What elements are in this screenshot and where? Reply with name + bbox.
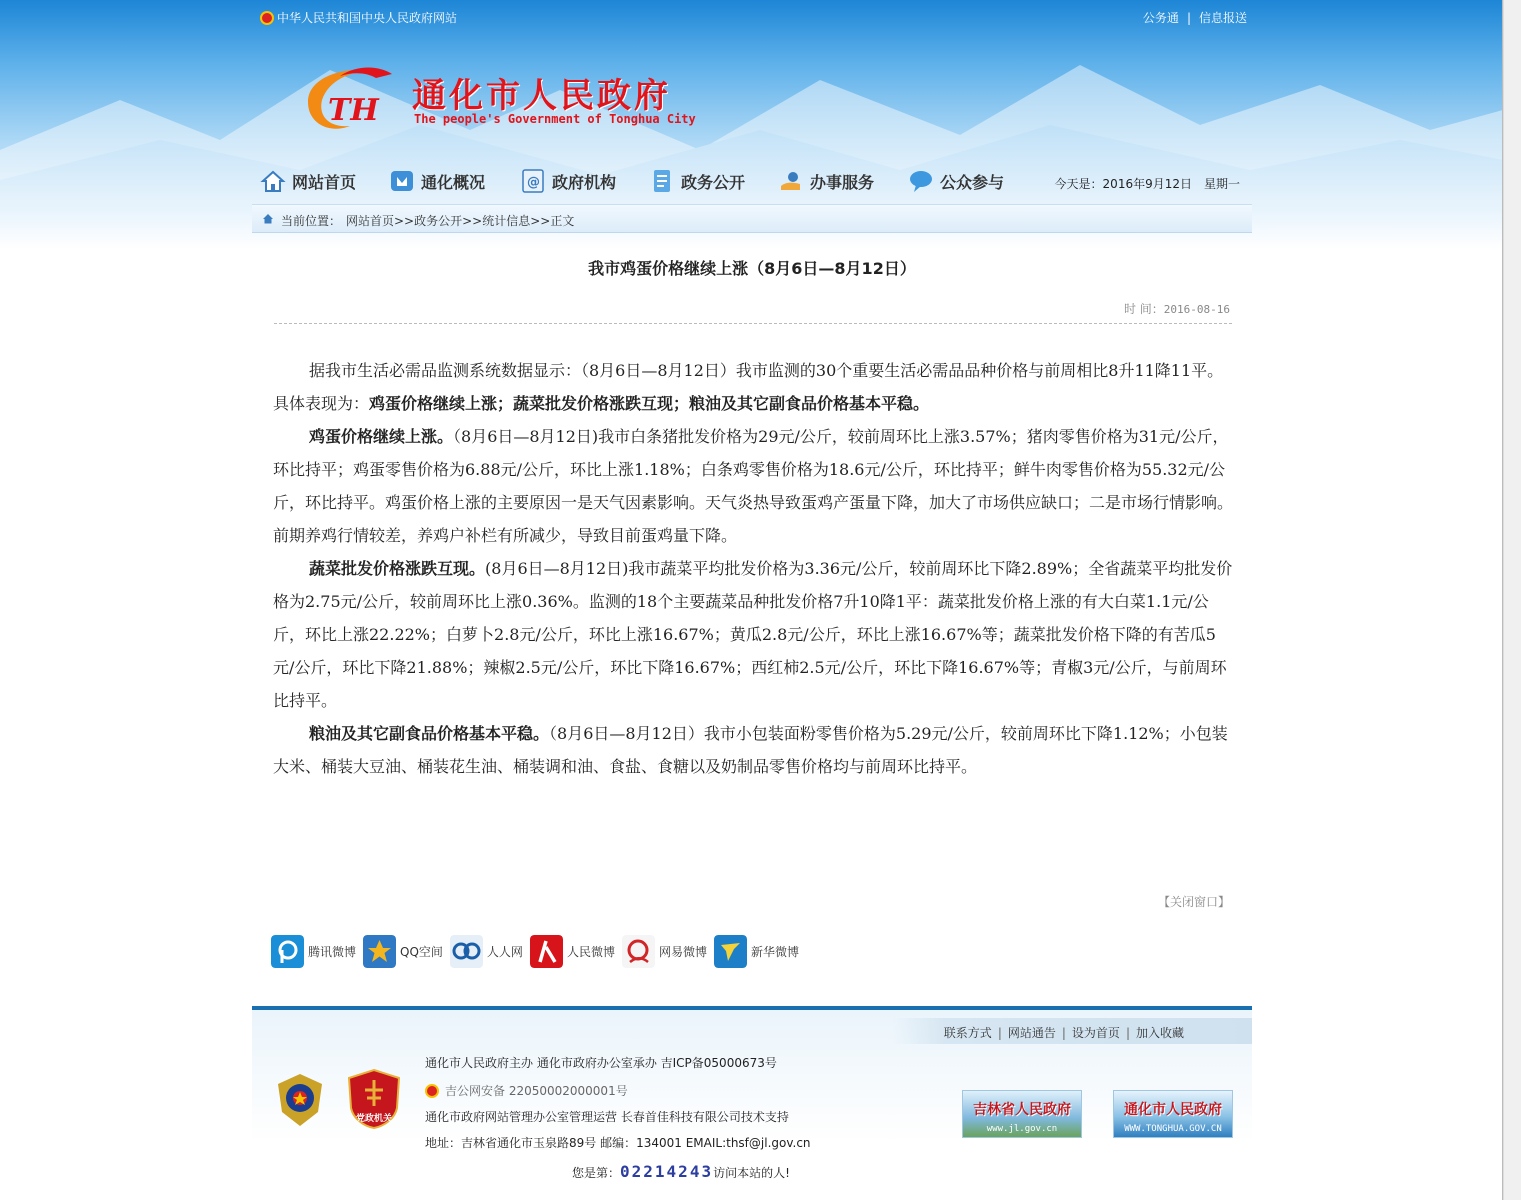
- nav-item-participation[interactable]: [908, 166, 1004, 196]
- share-label: QQ空间: [400, 944, 443, 959]
- article-body: [273, 354, 1233, 783]
- share-people-weibo[interactable]: [530, 935, 615, 968]
- home-icon: [260, 168, 286, 194]
- central-gov-label: 中华人民共和国中央人民政府网站: [277, 11, 458, 25]
- contact-link[interactable]: 联系方式: [943, 1026, 992, 1040]
- share-renren[interactable]: [450, 935, 523, 968]
- main-nav: [252, 160, 1252, 202]
- intro-text: 据我市生活必需品监测系统数据显示：（8月6日—8月12日）我市监测的30个重要生活必需品品种价格与前周相比8升11降11平。具体表现为：: [273, 361, 1224, 413]
- site-subtitle: The people's Government of Tonghua City: [414, 112, 696, 126]
- close-window-link[interactable]: 【关闭窗口】: [1157, 895, 1230, 909]
- share-xinhua-weibo[interactable]: [714, 935, 799, 968]
- nav-label: 网站首页: [292, 172, 357, 192]
- footer: [252, 1006, 1252, 1200]
- jilin-gov-url: www.jl.gov.cn: [986, 1124, 1058, 1134]
- notice-link[interactable]: 网站通告: [1007, 1026, 1056, 1040]
- top-links: [1143, 9, 1247, 26]
- nav-item-overview[interactable]: [389, 166, 485, 196]
- nav-label: 政府机构: [552, 172, 617, 192]
- police-badge-icon[interactable]: [274, 1072, 326, 1128]
- info-report-link[interactable]: 信息报送: [1198, 11, 1247, 25]
- tencent-weibo-icon: [271, 935, 304, 968]
- netease-weibo-icon: [622, 935, 655, 968]
- people-weibo-icon: [530, 935, 563, 968]
- site-title: 通化市人民政府: [412, 76, 671, 116]
- public-security-text: 吉公网安备 22050002000001号: [445, 1084, 628, 1098]
- nav-item-organization[interactable]: [520, 166, 616, 196]
- share-bar: [271, 934, 806, 968]
- footer-operator: 通化市政府网站管理办公室管理运营 长春首佳科技有限公司技术支持: [425, 1110, 789, 1124]
- share-label: 腾讯微博: [308, 944, 357, 959]
- svg-text:TH: TH: [328, 93, 379, 128]
- grain-text: （8月6日—8月12日）我市小包装面粉零售价格为5.29元/公斤，较前周环比下降1.12%；小包装大米、桶装大豆油、桶装花生油、桶装调和油、食盐、食糖以及奶制品零售价格均与前周环比持平。: [273, 724, 1228, 776]
- share-netease-weibo[interactable]: [622, 935, 707, 968]
- counter-suffix: 访问本站的人!: [713, 1166, 790, 1180]
- nav-item-services[interactable]: [778, 166, 874, 196]
- breadcrumb: [252, 204, 1252, 233]
- public-security-icon: [425, 1084, 439, 1098]
- jilin-gov-title: 吉林省人民政府: [973, 1102, 1071, 1118]
- article-title: 我市鸡蛋价格继续上涨（8月6日—8月12日）: [588, 259, 916, 278]
- footer-links: 联系方式 | 网站通告 | 设为首页 | 加入收藏: [943, 1026, 1184, 1040]
- share-label: 人民微博: [566, 944, 615, 959]
- service-icon: [778, 168, 804, 194]
- central-gov-link[interactable]: [260, 9, 457, 26]
- grain-heading: 粮油及其它副食品价格基本平稳。: [309, 724, 550, 743]
- nav-label: 通化概况: [421, 172, 486, 192]
- svg-text:@: @: [527, 175, 540, 190]
- overview-icon: [389, 168, 415, 194]
- share-label: 人人网: [486, 944, 523, 959]
- time-label: 时 间：: [1123, 302, 1164, 316]
- current-date: 今天是：2016年9月12日 星期一: [1054, 177, 1240, 191]
- footer-sponsor: 通化市人民政府主办 通化市政府办公室承办 吉ICP备05000673号: [425, 1056, 777, 1070]
- share-qzone[interactable]: [363, 935, 443, 968]
- paragraph-intro: [273, 354, 1233, 420]
- title-divider: [274, 323, 1232, 324]
- qzone-icon: [363, 935, 396, 968]
- xinhua-weibo-icon: [714, 935, 747, 968]
- footer-address: 地址：吉林省通化市玉泉路89号 邮编：134001 EMAIL:thsf@jl.gov.cn: [425, 1136, 811, 1150]
- share-tencent-weibo[interactable]: [271, 935, 356, 968]
- vegetables-heading: 蔬菜批发价格涨跌互现。: [309, 559, 486, 578]
- national-emblem-icon: [260, 11, 274, 25]
- nav-item-home[interactable]: [260, 166, 356, 196]
- party-gov-badge[interactable]: [347, 1068, 401, 1130]
- organization-icon: [520, 168, 546, 194]
- separator: |: [1186, 11, 1191, 25]
- nav-label: 公众参与: [940, 172, 1005, 192]
- document-icon: [649, 168, 675, 194]
- party-badge-label: 党政机关: [355, 1114, 392, 1124]
- th-logo-icon: [300, 62, 400, 142]
- tonghua-gov-link[interactable]: [1113, 1090, 1233, 1138]
- chat-icon: [908, 168, 934, 194]
- site-logo[interactable]: [300, 62, 720, 142]
- visit-counter: [572, 1162, 790, 1181]
- eggs-text: （8月6日—8月12日)我市白条猪批发价格为29元/公斤，较前周环比上涨3.57%；猪肉零售价格为31元/公斤，环比持平；鸡蛋零售价格为6.88元/公斤，环比上涨1.18%；白条鸡零售价格为18.6元/公斤，环比持平；鲜牛肉零售价格为55.32元/公斤，环比持平。鸡蛋价格上涨的主要原因一是天气因素影响。天气炎热导致蛋鸡产蛋量下降，加大了市场供应缺口；二是市场行情影响。前期养鸡行情较差，养鸡户补栏有所减少，导致目前蛋鸡量下降。: [273, 427, 1234, 545]
- set-homepage-link[interactable]: 设为首页: [1071, 1026, 1120, 1040]
- paragraph-eggs: [273, 420, 1233, 552]
- top-bar: [252, 0, 1252, 32]
- nav-label: 政务公开: [681, 172, 746, 192]
- share-label: 网易微博: [658, 944, 707, 959]
- share-label: 新华微博: [750, 944, 799, 959]
- paragraph-vegetables: [273, 552, 1233, 717]
- tonghua-gov-title: 通化市人民政府: [1124, 1102, 1222, 1118]
- paragraph-grain-oil: [273, 717, 1233, 783]
- counter-digits: 02214243: [620, 1162, 714, 1181]
- article-meta: [1124, 300, 1230, 317]
- nav-label: 办事服务: [810, 172, 875, 192]
- home-small-icon: [262, 213, 274, 224]
- breadcrumb-label: 当前位置：: [281, 214, 342, 228]
- vertical-scrollbar[interactable]: [1503, 0, 1521, 1200]
- gongwutong-link[interactable]: 公务通: [1142, 11, 1179, 25]
- vegetables-text: (8月6日—8月12日)我市蔬菜平均批发价格为3.36元/公斤，较前周环比下降2.89%；全省蔬菜平均批发价格为2.75元/公斤，较前周环比上涨0.36%。监测的18个主要蔬菜品种批发价格7升10降1平：蔬菜批发价格上涨的有大白菜1.1元/公斤，环比上涨22.22%；白萝卜2.8元/公斤，环比上涨16.67%；黄瓜2.8元/公斤，环比上涨16.67%等；蔬菜批发价格下降的有苦瓜5元/公斤，环比下降21.88%；辣椒2.5元/公斤，环比下降16.67%；西红柿2.5元/公斤，环比下降16.67%等；青椒3元/公斤，与前周环比持平。: [273, 559, 1233, 710]
- jilin-gov-link[interactable]: [962, 1090, 1082, 1138]
- footer-public-security[interactable]: [425, 1082, 628, 1099]
- add-favorite-link[interactable]: 加入收藏: [1135, 1026, 1184, 1040]
- counter-prefix: 您是第：: [572, 1166, 621, 1180]
- renren-icon: [450, 935, 483, 968]
- footer-links-bar: [892, 1018, 1252, 1044]
- breadcrumb-trail[interactable]: 网站首页>>政务公开>>统计信息>>正文: [346, 214, 575, 228]
- intro-summary: 鸡蛋价格继续上涨；蔬菜批发价格涨跌互现；粮油及其它副食品价格基本平稳。: [369, 394, 930, 413]
- time-value: 2016-08-16: [1163, 303, 1230, 316]
- eggs-heading: 鸡蛋价格继续上涨。: [309, 427, 454, 446]
- nav-item-public-affairs[interactable]: [649, 166, 745, 196]
- tonghua-gov-url: WWW.TONGHUA.GOV.CN: [1124, 1124, 1222, 1134]
